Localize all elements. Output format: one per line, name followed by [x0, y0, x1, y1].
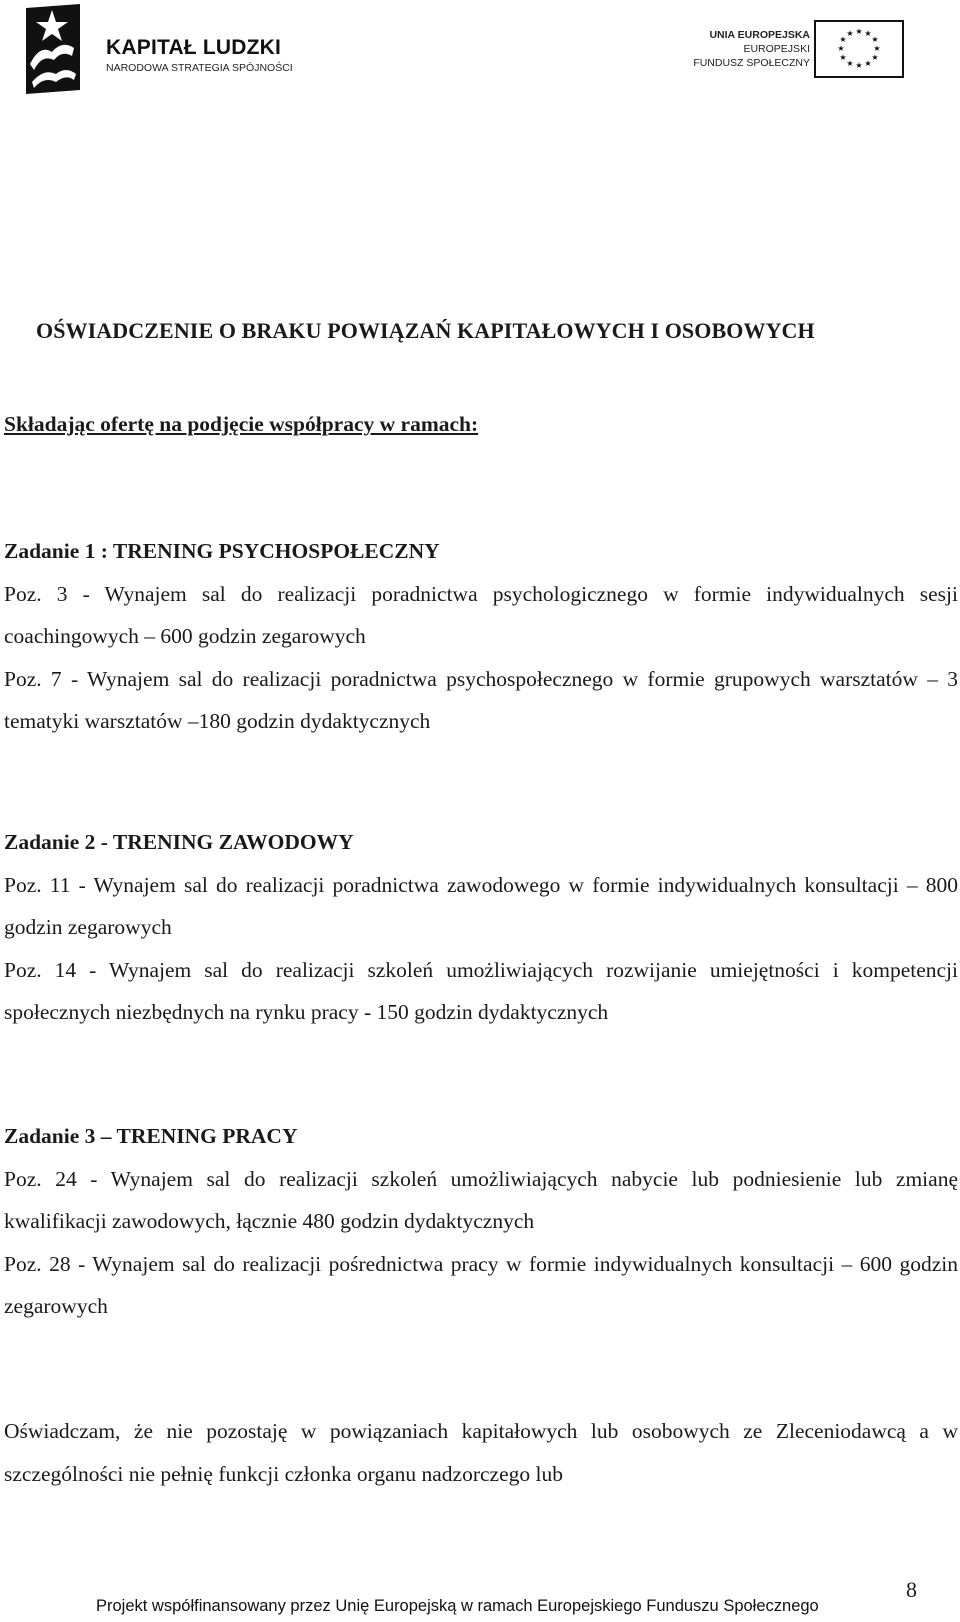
svg-text:★: ★ — [873, 44, 881, 53]
svg-text:★: ★ — [839, 53, 847, 62]
task-1-item-2: Poz. 7 - Wynajem sal do realizacji poradnictwa psychospołecznego w formie grupowych warsztatów – 3 tematyki warsztatów –180 godzin dydaktycznych — [4, 666, 958, 733]
task-1-item-1: Poz. 3 - Wynajem sal do realizacji poradnictwa psychologicznego w formie indywidualnych sesji coachingowych – 600 godzin zegarowych — [4, 581, 958, 648]
eu-flag-icon — [814, 20, 904, 78]
task-1-section — [4, 530, 958, 743]
svg-text:★: ★ — [855, 27, 863, 36]
logo-title: KAPITAŁ LUDZKI — [106, 36, 282, 59]
eu-logo-line3: FUNDUSZ SPOŁECZNY — [693, 57, 810, 69]
page-number: 8 — [906, 1577, 917, 1602]
task-1-heading: Zadanie 1 : TRENING PSYCHOSPOŁECZNY — [4, 539, 440, 563]
eu-logo-text — [690, 28, 810, 70]
svg-text:★: ★ — [837, 44, 845, 53]
svg-text:★: ★ — [855, 61, 863, 70]
svg-text:★: ★ — [839, 35, 847, 44]
task-2-section — [4, 821, 958, 1034]
eu-logo-line2: EUROPEJSKI — [743, 43, 810, 55]
document-title: OŚWIADCZENIE O BRAKU POWIĄZAŃ KAPITAŁOWYCH I OSOBOWYCH — [36, 318, 815, 343]
task-3-section — [4, 1115, 958, 1328]
task-2-item-2: Poz. 14 - Wynajem sal do realizacji szkoleń umożliwiających rozwijanie umiejętności i kompetencji społecznych niezbędnych na rynku pracy - 150 godzin dydaktycznych — [4, 957, 958, 1024]
logo-subtitle: NARODOWA STRATEGIA SPÓJNOŚCI — [106, 62, 293, 74]
svg-text:★: ★ — [846, 59, 854, 68]
task-3-heading: Zadanie 3 – TRENING PRACY — [4, 1124, 298, 1148]
kapital-ludzki-logo — [22, 4, 322, 96]
kapital-ludzki-emblem-icon — [22, 4, 84, 94]
task-2-heading: Zadanie 2 - TRENING ZAWODOWY — [4, 830, 354, 854]
eu-logo — [690, 20, 910, 82]
eu-logo-line1: UNIA EUROPEJSKA — [709, 29, 810, 41]
task-3-item-2: Poz. 28 - Wynajem sal do realizacji pośrednictwa pracy w formie indywidualnych konsultacji – 600 godzin zegarowych — [4, 1251, 958, 1318]
svg-text:★: ★ — [871, 53, 879, 62]
svg-text:★: ★ — [871, 35, 879, 44]
document-intro: Składając ofertę na podjęcie współpracy w ramach: — [4, 412, 479, 436]
svg-text:★: ★ — [864, 59, 872, 68]
declaration-paragraph: Oświadczam, że nie pozostaję w powiązaniach kapitałowych lub osobowych ze Zleceniodawcą a w szczególności nie pełnię funkcji członka organu nadzorczego lub — [4, 1419, 958, 1486]
footer-text: Projekt współfinansowany przez Unię Europejską w ramach Europejskiego Funduszu Społecznego — [96, 1597, 819, 1615]
task-2-item-1: Poz. 11 - Wynajem sal do realizacji poradnictwa zawodowego w formie indywidualnych konsultacji – 800 godzin zegarowych — [4, 872, 958, 939]
svg-text:★: ★ — [846, 29, 854, 38]
svg-text:★: ★ — [864, 29, 872, 38]
task-3-item-1: Poz. 24 - Wynajem sal do realizacji szkoleń umożliwiających nabycie lub podniesienie lub zmianę kwalifikacji zawodowych, łącznie 480 godzin dydaktycznych — [4, 1166, 958, 1233]
